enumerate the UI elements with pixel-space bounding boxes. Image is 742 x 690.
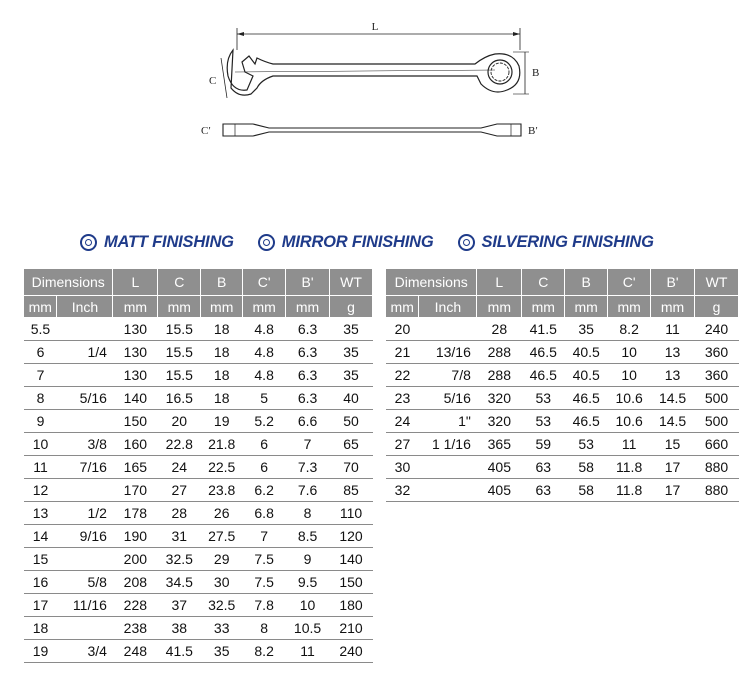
- cell-c: 37: [158, 594, 201, 617]
- cell-mm: 14: [24, 525, 57, 548]
- cell-bp: 7.3: [286, 456, 330, 479]
- cell-b: 22.5: [201, 456, 243, 479]
- cell-l: 165: [113, 456, 158, 479]
- label-C-prime: C′: [201, 125, 211, 137]
- cell-b: 29: [201, 548, 243, 571]
- cell-mm: 24: [386, 410, 419, 433]
- cell-l: 208: [113, 571, 158, 594]
- unit-mm: mm: [565, 296, 608, 318]
- cell-l: 320: [477, 410, 522, 433]
- cell-b: 18: [201, 341, 243, 364]
- cell-inch: [419, 318, 477, 341]
- unit-g: g: [695, 296, 739, 318]
- finish-matt: [80, 233, 234, 252]
- cell-l: 288: [477, 341, 522, 364]
- cell-bp: 7: [286, 433, 330, 456]
- cell-mm: 18: [24, 617, 57, 640]
- cell-cp: 11.8: [608, 456, 651, 479]
- cell-bp: 15: [651, 433, 695, 456]
- header-inch: Inch: [419, 296, 477, 318]
- table-row: [24, 640, 373, 663]
- cell-l: 365: [477, 433, 522, 456]
- header-B: B: [201, 269, 243, 296]
- cell-wt: 360: [695, 341, 739, 364]
- unit-mm: mm: [286, 296, 330, 318]
- table-row: [24, 548, 373, 571]
- cell-l: 150: [113, 410, 158, 433]
- cell-c: 20: [158, 410, 201, 433]
- wrench-top-view: [227, 50, 520, 95]
- cell-bp: 17: [651, 456, 695, 479]
- cell-c: 15.5: [158, 318, 201, 341]
- cell-inch: 1 1/16: [419, 433, 477, 456]
- table-row: [386, 364, 739, 387]
- cell-inch: [57, 318, 113, 341]
- label-C: C: [209, 75, 217, 87]
- header-L: L: [477, 269, 522, 296]
- cell-wt: 880: [695, 479, 739, 502]
- table-row: [24, 502, 373, 525]
- header-dimensions: Dimensions: [386, 269, 477, 296]
- cell-cp: 6: [243, 456, 286, 479]
- finish-label: SILVERING FINISHING: [481, 232, 654, 251]
- cell-b: 18: [201, 364, 243, 387]
- cell-wt: 85: [330, 479, 373, 502]
- cell-b: 58: [565, 456, 608, 479]
- header-C-prime: C': [243, 269, 286, 296]
- unit-mm: mm: [651, 296, 695, 318]
- spec-table-right: [386, 269, 739, 502]
- cell-wt: 240: [695, 318, 739, 341]
- table-row: [386, 341, 739, 364]
- cell-bp: 13: [651, 341, 695, 364]
- cell-c: 53: [522, 410, 565, 433]
- cell-inch: [57, 548, 113, 571]
- cell-c: 63: [522, 479, 565, 502]
- cell-c: 22.8: [158, 433, 201, 456]
- cell-wt: 65: [330, 433, 373, 456]
- cell-cp: 11: [608, 433, 651, 456]
- cell-wt: 35: [330, 364, 373, 387]
- cell-bp: 8.5: [286, 525, 330, 548]
- cell-l: 228: [113, 594, 158, 617]
- cell-b: 19: [201, 410, 243, 433]
- cell-l: 320: [477, 387, 522, 410]
- finishing-options: [80, 231, 680, 253]
- table-row: [386, 318, 739, 341]
- cell-b: 26: [201, 502, 243, 525]
- cell-inch: [57, 617, 113, 640]
- table-row: [24, 410, 373, 433]
- header-WT: WT: [695, 269, 739, 296]
- cell-l: 405: [477, 456, 522, 479]
- cell-b: 27.5: [201, 525, 243, 548]
- cell-b: 58: [565, 479, 608, 502]
- cell-c: 53: [522, 387, 565, 410]
- header-B-prime: B': [286, 269, 330, 296]
- header-mm: mm: [386, 296, 419, 318]
- table-row: [24, 594, 373, 617]
- table-row: [24, 433, 373, 456]
- cell-inch: 5/16: [419, 387, 477, 410]
- cell-c: 16.5: [158, 387, 201, 410]
- cell-c: 28: [158, 502, 201, 525]
- cell-bp: 7.6: [286, 479, 330, 502]
- cell-mm: 9: [24, 410, 57, 433]
- wrench-side-view: [223, 124, 521, 136]
- double-circle-icon: [80, 234, 97, 251]
- table-row: [24, 364, 373, 387]
- header-inch: Inch: [57, 296, 113, 318]
- cell-c: 34.5: [158, 571, 201, 594]
- cell-l: 248: [113, 640, 158, 663]
- table-row: [386, 479, 739, 502]
- cell-l: 178: [113, 502, 158, 525]
- unit-mm: mm: [158, 296, 201, 318]
- cell-mm: 22: [386, 364, 419, 387]
- cell-wt: 240: [330, 640, 373, 663]
- unit-mm: mm: [201, 296, 243, 318]
- unit-mm: mm: [243, 296, 286, 318]
- cell-inch: 1/4: [57, 341, 113, 364]
- cell-wt: 50: [330, 410, 373, 433]
- cell-bp: 13: [651, 364, 695, 387]
- cell-mm: 10: [24, 433, 57, 456]
- cell-cp: 7: [243, 525, 286, 548]
- table-row: [24, 525, 373, 548]
- finish-mirror: [258, 233, 434, 252]
- cell-inch: [57, 410, 113, 433]
- unit-mm: mm: [113, 296, 158, 318]
- table-row: [24, 571, 373, 594]
- cell-c: 31: [158, 525, 201, 548]
- label-B-prime: B′: [528, 125, 538, 137]
- finish-silvering: [458, 233, 654, 252]
- cell-inch: 3/4: [57, 640, 113, 663]
- cell-cp: 5.2: [243, 410, 286, 433]
- cell-wt: 180: [330, 594, 373, 617]
- unit-mm: mm: [522, 296, 565, 318]
- cell-wt: 880: [695, 456, 739, 479]
- unit-g: g: [330, 296, 373, 318]
- cell-wt: 210: [330, 617, 373, 640]
- header-B-prime: B': [651, 269, 695, 296]
- cell-cp: 4.8: [243, 318, 286, 341]
- table-row: [386, 433, 739, 456]
- cell-cp: 10: [608, 341, 651, 364]
- spec-table-left: [24, 269, 373, 663]
- cell-inch: [419, 456, 477, 479]
- header-mm: mm: [24, 296, 57, 318]
- cell-wt: 500: [695, 387, 739, 410]
- table-row: [386, 456, 739, 479]
- cell-bp: 10.5: [286, 617, 330, 640]
- cell-l: 140: [113, 387, 158, 410]
- cell-cp: 10.6: [608, 410, 651, 433]
- cell-b: 32.5: [201, 594, 243, 617]
- cell-bp: 6.3: [286, 364, 330, 387]
- cell-inch: 3/8: [57, 433, 113, 456]
- header-C: C: [522, 269, 565, 296]
- cell-inch: 7/8: [419, 364, 477, 387]
- cell-bp: 6.3: [286, 387, 330, 410]
- cell-bp: 6.6: [286, 410, 330, 433]
- cell-b: 33: [201, 617, 243, 640]
- label-L: L: [371, 21, 379, 33]
- cell-l: 190: [113, 525, 158, 548]
- cell-mm: 6: [24, 341, 57, 364]
- cell-cp: 6.8: [243, 502, 286, 525]
- header-C: C: [158, 269, 201, 296]
- cell-l: 238: [113, 617, 158, 640]
- cell-inch: 9/16: [57, 525, 113, 548]
- cell-wt: 70: [330, 456, 373, 479]
- cell-mm: 8: [24, 387, 57, 410]
- cell-c: 46.5: [522, 341, 565, 364]
- double-circle-icon: [458, 234, 475, 251]
- cell-bp: 9: [286, 548, 330, 571]
- cell-inch: 7/16: [57, 456, 113, 479]
- cell-wt: 660: [695, 433, 739, 456]
- label-B: B: [532, 67, 540, 79]
- header-C-prime: C': [608, 269, 651, 296]
- cell-c: 27: [158, 479, 201, 502]
- cell-cp: 8: [243, 617, 286, 640]
- cell-wt: 150: [330, 571, 373, 594]
- cell-b: 53: [565, 433, 608, 456]
- cell-cp: 4.8: [243, 341, 286, 364]
- cell-c: 24: [158, 456, 201, 479]
- cell-cp: 10.6: [608, 387, 651, 410]
- cell-b: 46.5: [565, 387, 608, 410]
- cell-b: 23.8: [201, 479, 243, 502]
- table-row: [386, 387, 739, 410]
- table-row: [24, 456, 373, 479]
- cell-mm: 32: [386, 479, 419, 502]
- cell-bp: 6.3: [286, 341, 330, 364]
- cell-mm: 7: [24, 364, 57, 387]
- cell-l: 130: [113, 364, 158, 387]
- cell-cp: 8.2: [243, 640, 286, 663]
- cell-l: 130: [113, 318, 158, 341]
- cell-bp: 8: [286, 502, 330, 525]
- cell-cp: 7.5: [243, 571, 286, 594]
- cell-mm: 11: [24, 456, 57, 479]
- cell-mm: 27: [386, 433, 419, 456]
- finish-label: MATT FINISHING: [104, 232, 234, 251]
- cell-inch: 5/16: [57, 387, 113, 410]
- cell-wt: 360: [695, 364, 739, 387]
- cell-b: 40.5: [565, 364, 608, 387]
- cell-mm: 15: [24, 548, 57, 571]
- cell-cp: 7.5: [243, 548, 286, 571]
- cell-c: 63: [522, 456, 565, 479]
- header-dimensions: Dimensions: [24, 269, 113, 296]
- cell-bp: 11: [286, 640, 330, 663]
- cell-mm: 5.5: [24, 318, 57, 341]
- cell-inch: [57, 479, 113, 502]
- header-WT: WT: [330, 269, 373, 296]
- cell-c: 41.5: [158, 640, 201, 663]
- cell-wt: 120: [330, 525, 373, 548]
- cell-mm: 16: [24, 571, 57, 594]
- table-body-left: [24, 318, 373, 663]
- cell-mm: 23: [386, 387, 419, 410]
- unit-mm: mm: [477, 296, 522, 318]
- cell-b: 35: [201, 640, 243, 663]
- cell-wt: 35: [330, 318, 373, 341]
- cell-c: 38: [158, 617, 201, 640]
- cell-c: 59: [522, 433, 565, 456]
- cell-mm: 17: [24, 594, 57, 617]
- cell-inch: [57, 364, 113, 387]
- cell-cp: 6: [243, 433, 286, 456]
- unit-mm: mm: [608, 296, 651, 318]
- cell-wt: 40: [330, 387, 373, 410]
- cell-b: 18: [201, 318, 243, 341]
- cell-b: 30: [201, 571, 243, 594]
- cell-bp: 14.5: [651, 387, 695, 410]
- cell-c: 41.5: [522, 318, 565, 341]
- cell-cp: 5: [243, 387, 286, 410]
- table-body-right: [386, 318, 739, 502]
- cell-b: 21.8: [201, 433, 243, 456]
- cell-l: 170: [113, 479, 158, 502]
- table-row: [24, 318, 373, 341]
- cell-wt: 140: [330, 548, 373, 571]
- cell-bp: 6.3: [286, 318, 330, 341]
- wrench-diagram: [195, 12, 555, 142]
- cell-c: 15.5: [158, 341, 201, 364]
- cell-c: 32.5: [158, 548, 201, 571]
- cell-inch: 11/16: [57, 594, 113, 617]
- cell-inch: [419, 479, 477, 502]
- header-L: L: [113, 269, 158, 296]
- cell-cp: 8.2: [608, 318, 651, 341]
- cell-bp: 10: [286, 594, 330, 617]
- cell-mm: 13: [24, 502, 57, 525]
- cell-mm: 21: [386, 341, 419, 364]
- cell-cp: 7.8: [243, 594, 286, 617]
- cell-b: 46.5: [565, 410, 608, 433]
- cell-mm: 20: [386, 318, 419, 341]
- cell-cp: 11.8: [608, 479, 651, 502]
- cell-mm: 12: [24, 479, 57, 502]
- cell-bp: 17: [651, 479, 695, 502]
- cell-c: 15.5: [158, 364, 201, 387]
- cell-inch: 5/8: [57, 571, 113, 594]
- cell-mm: 30: [386, 456, 419, 479]
- cell-mm: 19: [24, 640, 57, 663]
- cell-l: 200: [113, 548, 158, 571]
- cell-cp: 4.8: [243, 364, 286, 387]
- cell-wt: 500: [695, 410, 739, 433]
- cell-b: 40.5: [565, 341, 608, 364]
- cell-cp: 6.2: [243, 479, 286, 502]
- cell-bp: 11: [651, 318, 695, 341]
- header-B: B: [565, 269, 608, 296]
- table-row: [24, 387, 373, 410]
- cell-l: 405: [477, 479, 522, 502]
- cell-b: 35: [565, 318, 608, 341]
- cell-l: 160: [113, 433, 158, 456]
- cell-inch: 1": [419, 410, 477, 433]
- finish-label: MIRROR FINISHING: [281, 232, 434, 251]
- cell-l: 288: [477, 364, 522, 387]
- cell-bp: 9.5: [286, 571, 330, 594]
- table-row: [386, 410, 739, 433]
- table-row: [24, 617, 373, 640]
- table-row: [24, 341, 373, 364]
- cell-bp: 14.5: [651, 410, 695, 433]
- cell-l: 130: [113, 341, 158, 364]
- cell-b: 18: [201, 387, 243, 410]
- cell-inch: 1/2: [57, 502, 113, 525]
- cell-inch: 13/16: [419, 341, 477, 364]
- cell-wt: 110: [330, 502, 373, 525]
- cell-c: 46.5: [522, 364, 565, 387]
- table-row: [24, 479, 373, 502]
- cell-wt: 35: [330, 341, 373, 364]
- double-circle-icon: [258, 234, 275, 251]
- cell-cp: 10: [608, 364, 651, 387]
- cell-l: 28: [477, 318, 522, 341]
